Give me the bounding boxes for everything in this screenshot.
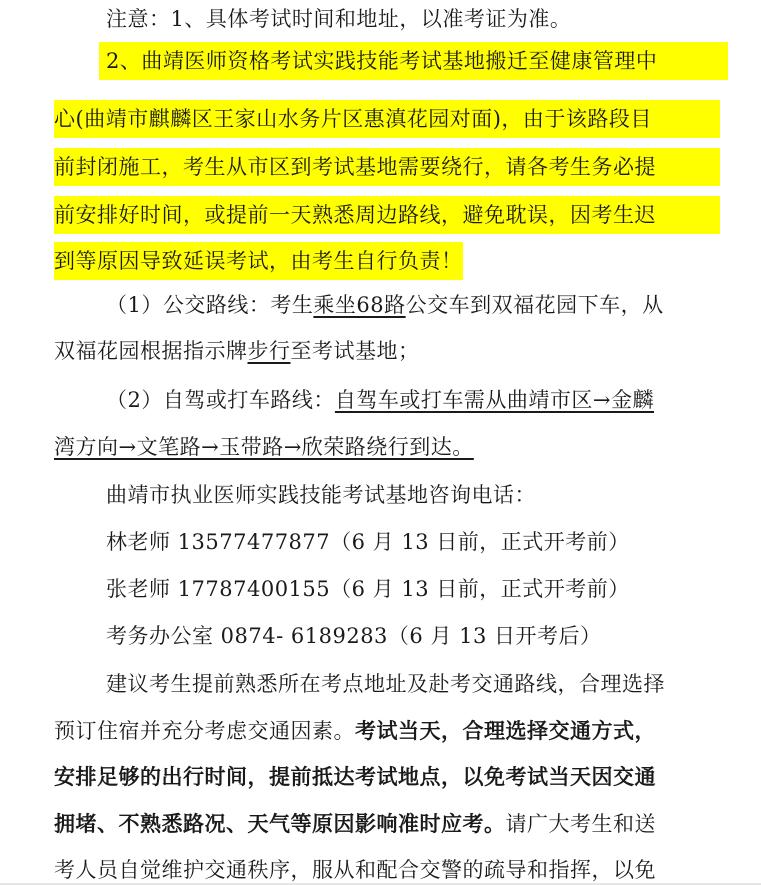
notice-line-6-text: 到等原因导致延误考试，由考生自行负责！ [54,242,463,280]
contact-item-office: 考务办公室 0874- 6189283（6 月 13 日开考后） [106,624,602,648]
bus-route-destination: 公交车到双福花园下车，从 [405,293,664,317]
notice-line-5 [54,196,720,234]
bus-route-sign-text: 双福花园根据指示牌 [54,339,248,363]
bus-route-walk: 步行 [247,339,291,363]
advice-line-4-normal: 请广大考生和送 [505,812,656,836]
notice-line-1: 注意：1、具体考试时间和地址，以准考证为准。 [106,7,572,31]
notice-line-3 [54,100,720,138]
advice-line-2-bold: 考试当天，合理选择交通方式， [355,718,656,743]
advice-line-3: 安排足够的出行时间，提前抵达考试地点，以免考试当天因交通 [54,764,656,789]
drive-route-line-1 [106,385,654,415]
drive-route-line-2 [54,432,474,462]
advice-line-1: 建议考生提前熟悉所在考点地址及赴考交通路线，合理选择 [106,672,665,696]
bus-route-line-1 [106,290,664,320]
bus-route-line-2 [54,336,420,366]
advice-line-4-bold: 拥堵、不熟悉路况、天气等原因影响准时应考。 [54,811,506,836]
advice-line-2 [54,716,656,746]
notice-line-2-text: 2、曲靖医师资格考试实践技能考试基地搬迁至健康管理中 [99,42,728,80]
advice-line-5: 考人员自觉维护交通秩序，服从和配合交警的疏导和指挥，以免 [54,858,656,882]
bus-route-label: （1）公交路线：考生 [106,293,314,317]
advice-line-2-normal: 预订住宿并充分考虑交通因素。 [54,719,355,743]
bus-route-number: 乘坐68路 [313,293,406,317]
drive-route-path-2: 湾方向→文笔路→玉带路→欣荣路绕行到达。 [54,435,474,459]
notice-line-3-text: 心(曲靖市麒麟区王家山水务片区惠滇花园对面)，由于该路段目 [54,100,720,138]
notice-line-6 [54,242,463,280]
bus-route-end: 至考试基地； [290,339,420,363]
notice-line-2 [99,42,728,80]
contact-item-zhang: 张老师 17787400155（6 月 13 日前，正式开考前） [106,577,630,601]
notice-line-4-text: 前封闭施工，考生从市区到考试基地需要绕行，请各考生务必提 [54,148,720,186]
notice-line-5-text: 前安排好时间，或提前一天熟悉周边路线，避免耽误，因考生迟 [54,196,720,234]
drive-route-label: （2）自驾或打车路线： [106,388,335,412]
drive-route-path-1: 自驾车或打车需从曲靖市区→金麟 [334,388,654,412]
notice-line-4 [54,148,720,186]
advice-line-4 [54,809,656,839]
contact-item-lin: 林老师 13577477877（6 月 13 日前，正式开考前） [106,530,630,554]
contacts-heading: 曲靖市执业医师实践技能考试基地咨询电话： [106,483,536,507]
